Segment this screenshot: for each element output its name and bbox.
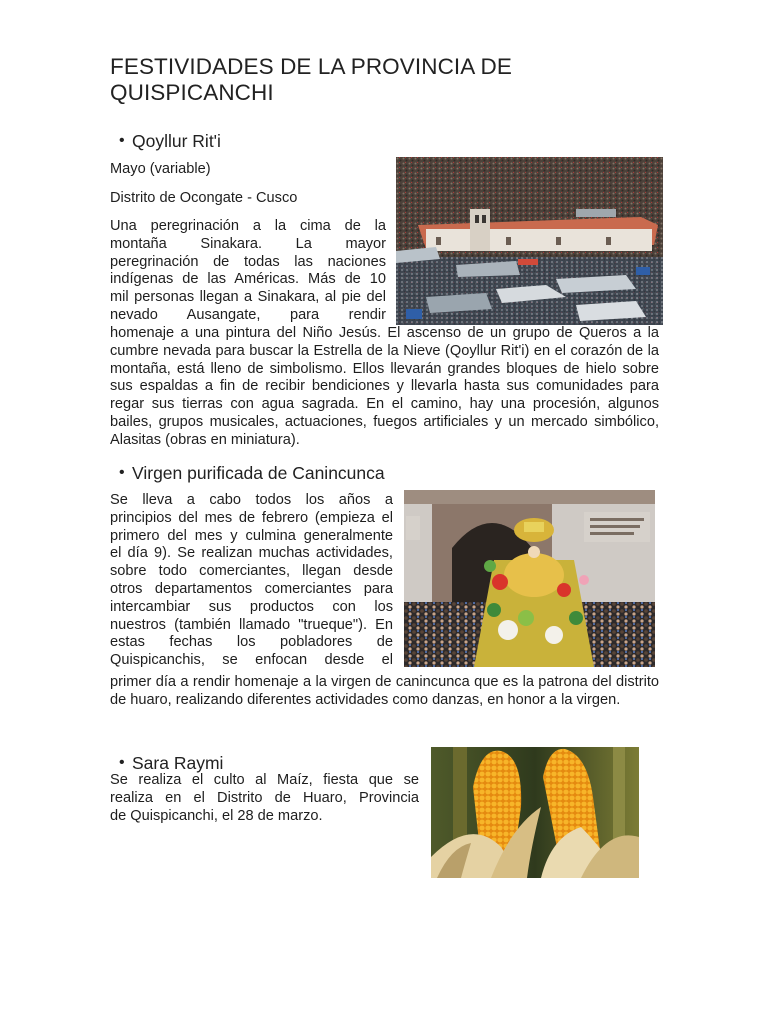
text-line: Una peregrinación a la cima de la [110, 218, 386, 234]
text-line: primero del mes y culmina generalmente [110, 527, 393, 544]
text-line: Se realiza el culto al Maíz, fiesta que se [110, 772, 419, 788]
text-line: de Quispicanchi, el 28 de marzo. [110, 807, 323, 824]
text-line: mil personas llegan a Sinakara, al pie del [110, 289, 386, 306]
text-line: nevado Ausangate, para rendir [110, 306, 386, 323]
text-line: estas fechas los pobladores de [110, 634, 393, 651]
text-line: peregrinación de todas las naciones [110, 253, 386, 270]
festival-district: Distrito de Ocongate - Cusco [110, 190, 298, 206]
virgin-procession-photo [404, 490, 655, 667]
festival-month: Mayo (variable) [110, 161, 211, 177]
qoyllur-description: homenaje a una pintura del Niño Jesús. El ascenso de un grupo de Queros a la cumbre nevada para buscar la Estrella de la Nieve (Qoyllur Rit'i) en el corazón de la montaña, está lleno de simbolismo. Ellos llevarán grandes bloques de hielo sobre sus espaldas a fin de recibir bendiciones y llevarla hasta sus comunidades para regar sus tierras con agua sagrada. En el camino, hay una procesión, algunos bailes, grupos musicales, actuaciones, fuegos artificiales y un mercado simbólico, Alasitas (obras en miniatura). [110, 325, 659, 448]
text-line: intercambiar sus productos con los [110, 598, 393, 615]
page-title: FESTIVIDADES DE LA PROVINCIA DE QUISPICANCHI [110, 54, 512, 105]
text-line: realiza en el Distrito de Huaro, Provincia [110, 789, 419, 806]
text-line: el día 9). Se realizan muchas actividades, [110, 545, 393, 562]
heading-sara-raymi: • Sara Raymi [132, 752, 223, 774]
text-line: Se lleva a cabo todos los años a [110, 492, 393, 508]
heading-qoyllur-riti: • Qoyllur Rit'i [132, 130, 221, 152]
text-line: nuestros (también llamado "trueque"). En [110, 616, 393, 633]
text-line: Quispicanchis, se enfocan desde el [110, 652, 393, 669]
corn-photo [431, 747, 639, 878]
text-line: otros departamentos comerciantes para [110, 580, 393, 597]
pilgrimage-photo [396, 157, 663, 325]
text-line: principios del mes de febrero (empieza el [110, 509, 393, 526]
canincunca-description: primer día a rendir homenaje a la virgen de canincunca que es la patrona del distrito de huaro, realizando diferentes actividades como danzas, en honor a la virgen. [110, 674, 659, 708]
text-line: montaña Sinakara. La mayor [110, 235, 386, 252]
heading-virgen-canincunca: • Virgen purificada de Canincunca [132, 462, 385, 484]
text-line: indígenas de las Américas. Más de 10 [110, 271, 386, 288]
text-line: sobre todo comerciantes, llegan desde [110, 563, 393, 580]
